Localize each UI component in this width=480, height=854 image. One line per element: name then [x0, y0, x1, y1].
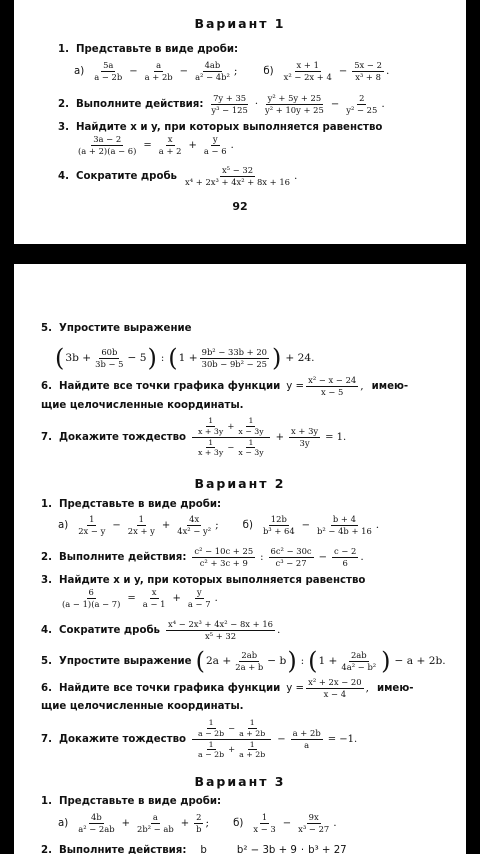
v2-task-6-cont: щие целочисленные координаты. [41, 701, 244, 712]
task-1-items: а) $\frac{5a}{a - 2b}$ − $\frac{a}{a + 2b}$ − $\frac{4ab}{\text{a² − 4b²}}$ ; б) $\frac{x + 1}{\text{x² − 2x + 4}}$ − $\frac{5x - 2}{\text{x³ + 8}}$ . [74, 60, 390, 82]
fraction: $\frac{a}{\text{2b² − ab}}$ [136, 812, 174, 834]
fraction: $\frac{\text{x⁵ − 32}}{\text{x⁴ + 2x³ + 4x² + 8x + 16}}$ [185, 165, 290, 187]
fraction: $\frac{x + 3y}{3y}$ [291, 426, 319, 448]
fraction: $\frac{1}{x - 3y}$ [238, 416, 264, 436]
fraction: $\frac{\text{y² + 5y + 25}}{\text{y² + 10y + 25}}$ [265, 93, 324, 115]
fraction: $\frac{x + 1}{\text{x² − 2x + 4}}$ [283, 60, 332, 82]
v2-task-7: 7. Докажите тождество $\frac{1}{a - 2b}$ − $\frac{1}{a + 2b}$ $\frac{1}{a - 2b}$ + $\frac{1}{a + 2b}$ − $\frac{a + 2b}{a}$ = −1. [41, 718, 358, 760]
fraction: $\frac{1}{x - 3}$ [253, 812, 276, 834]
fraction: $\frac{3a - 2}{(a + 2)(a - 6)}$ [78, 134, 137, 156]
fraction: $\frac{1}{x + 3y}$ [198, 437, 224, 458]
fraction: $\frac{9x}{\text{x³ − 27}}$ [298, 812, 330, 834]
fraction: $\frac{12b}{\text{b³ + 64}}$ [262, 514, 295, 536]
fraction: $\frac{1}{x + 3y}$ [198, 416, 224, 436]
fraction: $\frac{a}{a + 2b}$ [144, 60, 173, 82]
fraction: $\frac{5x - 2}{\text{x³ + 8}}$ [354, 60, 382, 82]
textbook-page-93 [14, 264, 466, 854]
fraction: $\frac{2}{b}$ [196, 812, 202, 834]
task-2: 2. Выполните действия: $\frac{7y + 35}{\text{y³ − 125}}$ · $\frac{\text{y² + 5y + 25}}{\text{y² + 10y + 25}}$ − $\frac{2}{\text{y² − 25}}$ . [58, 93, 385, 115]
task-3-equation: $\frac{3a - 2}{(a + 2)(a - 6)}$ = $\frac{x}{a + 2}$ + $\frac{y}{a - 6}$ . [78, 134, 234, 156]
fraction: $\frac{1}{a + 2b}$ [239, 739, 266, 760]
v2-task-3: 3. Найдите x и y, при которых выполняется равенство [41, 575, 366, 586]
fraction: $\frac{5a}{a - 2b}$ [94, 60, 123, 82]
v2-task-2: 2. Выполните действия: $\frac{\text{c² − 10c + 25}}{\text{c² + 3c + 9}}$ : $\frac{\text{6c² − 30c}}{\text{c³ − 27}}$ − $\frac{c - 2}{6}$ . [41, 546, 364, 568]
v2-task-6: 6. Найдите все точки графика функции y = $\frac{\text{x² + 2x − 20}}{x - 4}$ , имею- [41, 677, 414, 699]
fraction: $\frac{c - 2}{6}$ [334, 546, 357, 568]
variant-1-title: Вариант 1 [194, 16, 286, 31]
v3-task-1-items: а) $\frac{4b}{\text{a² − 2ab}}$ + $\frac{a}{\text{2b² − ab}}$ + $\frac{2}{b}$ ; б) $\frac{1}{x - 3}$ − $\frac{9x}{\text{x³ − 27}}$ . [58, 812, 337, 834]
fraction: $\frac{2}{\text{y² − 25}}$ [346, 93, 378, 115]
fraction: $\frac{2ab}{\text{4a² − b²}}$ [341, 650, 377, 672]
complex-fraction: $\frac{1}{x + 3y}$ + $\frac{1}{x - 3y}$ $\frac{1}{x + 3y}$ − $\frac{1}{x - 3y}$ [192, 416, 270, 457]
textbook-page-92 [14, 0, 466, 244]
fraction: $\frac{2ab}{2a + b}$ [235, 650, 264, 672]
v2-task-1: 1. Представьте в виде дроби: [41, 499, 222, 510]
fraction: $\frac{1}{2x + y}$ [127, 514, 155, 536]
fraction: $\frac{1}{a - 2b}$ [198, 718, 225, 738]
fraction: $\frac{1}{2x - y}$ [78, 514, 106, 536]
fraction: $\frac{1}{x - 3y}$ [238, 437, 264, 458]
fraction: $\frac{\text{c² − 10c + 25}}{\text{c² + 3c + 9}}$ [194, 546, 254, 568]
task-5: 5. Упростите выражение [41, 323, 192, 334]
v2-task-1-items: а) $\frac{1}{2x - y}$ − $\frac{1}{2x + y}$ + $\frac{4x}{\text{4x² − y²}}$ ; б) $\frac{12b}{\text{b³ + 64}}$ − $\frac{b + 4}{\text{b² − 4b + 16}}$ . [58, 514, 380, 536]
variant-2-title: Вариант 2 [194, 476, 286, 491]
fraction: $\frac{x}{a + 2}$ [158, 134, 182, 156]
fraction: $\frac{1}{a + 2b}$ [239, 718, 266, 738]
task-1: 1. Представьте в виде дроби: [58, 44, 239, 55]
fraction: $\frac{\text{9b² − 33b + 20}}{\text{30b − 9b² − 25}}$ [201, 347, 268, 369]
fraction: $\frac{60b}{3b - 5}$ [95, 347, 124, 369]
task-5-expression: ( 3b + $\frac{60b}{3b - 5}$ − 5 ) : ( 1 + $\frac{\text{9b² − 33b + 20}}{\text{30b − 9b² − 25}}$ ) + 24. [55, 344, 315, 372]
fraction: $\frac{y}{a - 7}$ [187, 587, 211, 609]
fraction: $\frac{\text{x² − x − 24}}{x - 5}$ [308, 375, 357, 397]
complex-fraction: $\frac{1}{a - 2b}$ − $\frac{1}{a + 2b}$ $\frac{1}{a - 2b}$ + $\frac{1}{a + 2b}$ [192, 718, 271, 759]
fraction: $\frac{a + 2b}{a}$ [292, 728, 321, 750]
fraction: $\frac{x}{a - 1}$ [142, 587, 166, 609]
page-number: 92 [232, 200, 248, 213]
v3-task-2: 2. Выполните действия: b b² − 3b + 9 · b³ + 27 [41, 845, 347, 854]
task-7: 7. Докажите тождество $\frac{1}{x + 3y}$ + $\frac{1}{x - 3y}$ $\frac{1}{x + 3y}$ − $\frac{1}{x - 3y}$ + $\frac{x + 3y}{3y}$ = 1. [41, 416, 347, 458]
fraction: $\frac{1}{a - 2b}$ [198, 739, 225, 760]
v2-task-3-equation: $\frac{6}{(a - 1)(a - 7)}$ = $\frac{x}{a - 1}$ + $\frac{y}{a - 7}$ . [62, 587, 218, 609]
task-4: 4. Сократите дробь $\frac{\text{x⁵ − 32}}{\text{x⁴ + 2x³ + 4x² + 8x + 16}}$ . [58, 165, 298, 187]
fraction: $\frac{4x}{\text{4x² − y²}}$ [177, 514, 212, 536]
task-6: 6. Найдите все точки графика функции y = $\frac{\text{x² − x − 24}}{x - 5}$ , имею- [41, 375, 409, 397]
variant-3-title: Вариант 3 [194, 774, 286, 789]
fraction: $\frac{4b}{\text{a² − 2ab}}$ [78, 812, 115, 834]
v3-task-1: 1. Представьте в виде дроби: [41, 796, 222, 807]
task-3: 3. Найдите x и y, при которых выполняется равенство [58, 122, 383, 133]
fraction: $\frac{7y + 35}{\text{y³ − 125}}$ [211, 93, 248, 115]
fraction: $\frac{\text{6c² − 30c}}{\text{c³ − 27}}$ [270, 546, 312, 568]
fraction: $\frac{\text{x² + 2x − 20}}{x - 4}$ [308, 677, 362, 699]
v2-task-5: 5. Упростите выражение ( 2a + $\frac{2ab}{2a + b}$ − b ) : ( 1 + $\frac{2ab}{\text{4a² − b²}}$ ) − a + 2b. [41, 647, 446, 675]
fraction: $\frac{6}{(a - 1)(a - 7)}$ [62, 587, 121, 609]
v2-task-4: 4. Сократите дробь $\frac{\text{x⁴ − 2x³ + 4x² − 8x + 16}}{\text{x⁵ + 32}}$ . [41, 619, 281, 641]
fraction: $\frac{\text{x⁴ − 2x³ + 4x² − 8x + 16}}{\text{x⁵ + 32}}$ [168, 619, 273, 641]
fraction: $\frac{b + 4}{\text{b² − 4b + 16}}$ [317, 514, 372, 536]
task-6-cont: щие целочисленные координаты. [41, 400, 244, 411]
fraction: $\frac{y}{a - 6}$ [203, 134, 227, 156]
fraction: $\frac{4ab}{\text{a² − 4b²}}$ [195, 60, 230, 82]
